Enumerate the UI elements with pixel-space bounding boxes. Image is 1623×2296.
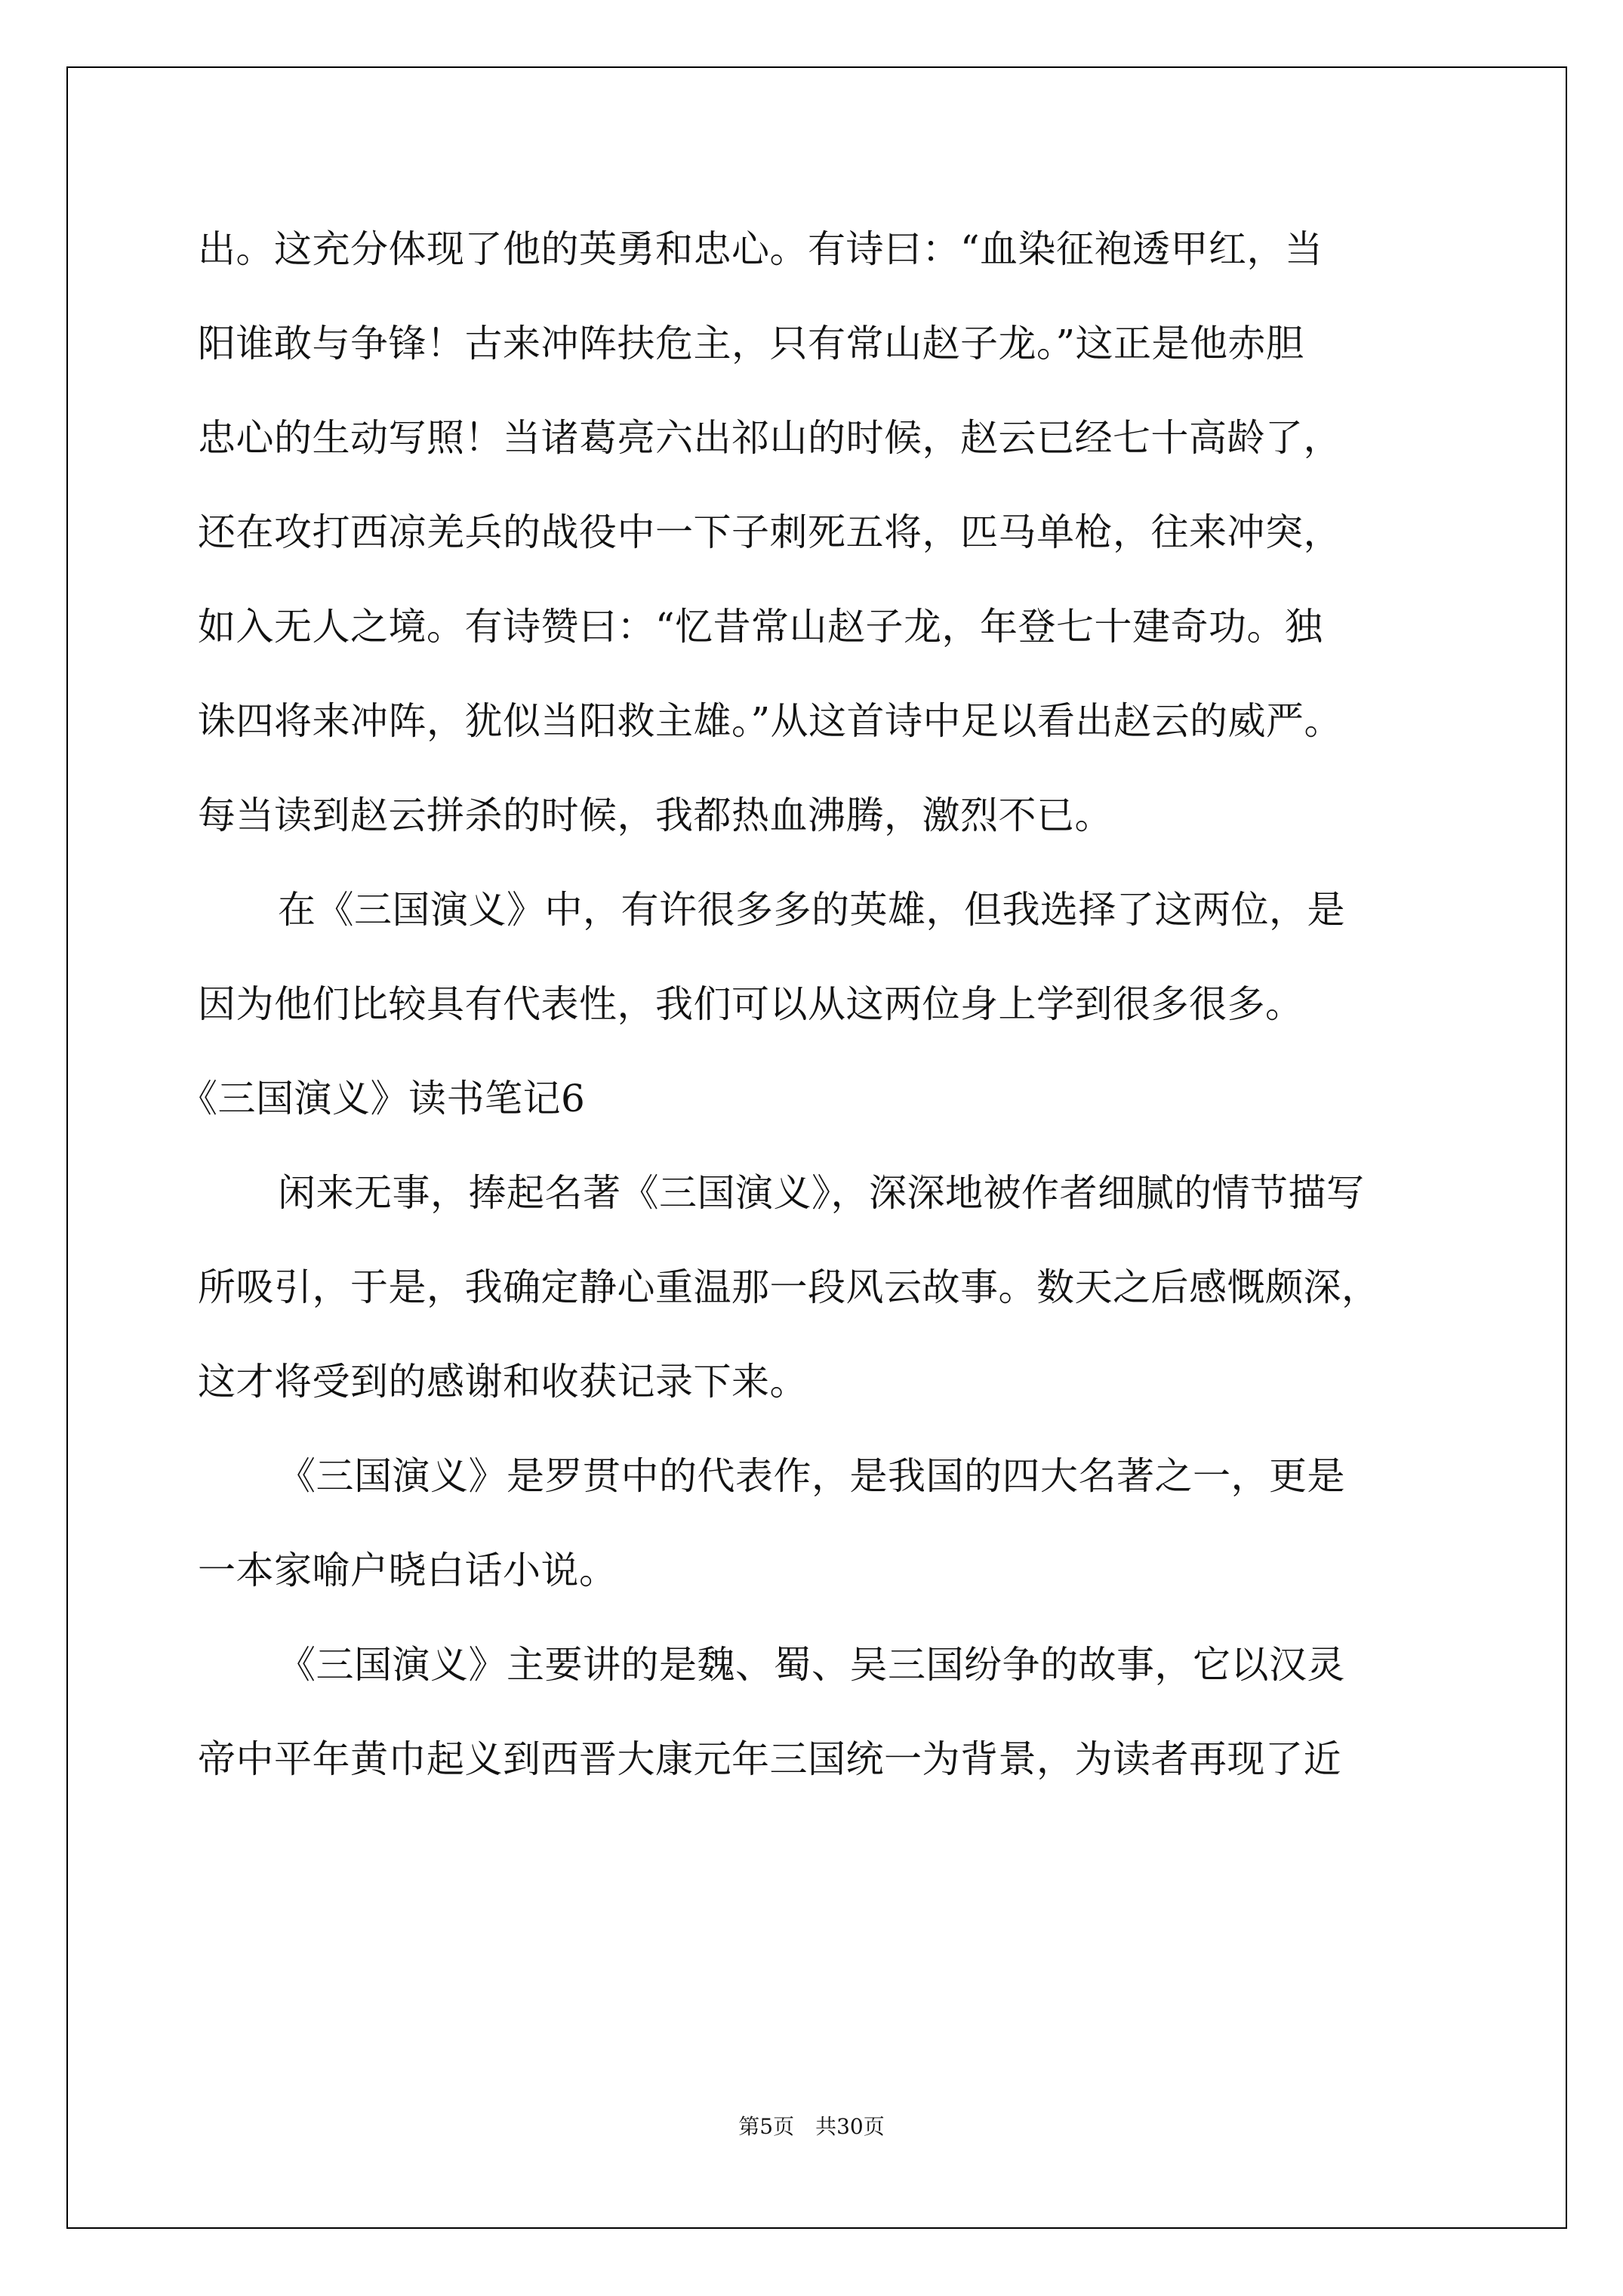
text-line: 在《三国演义》中，有许很多多的英雄，但我选择了这两位，是 <box>278 888 1345 932</box>
text-line: 如入无人之境。有诗赞曰：“忆昔常山赵子龙，年登七十建奇功。独 <box>198 605 1323 649</box>
text-line: 每当读到赵云拼杀的时候，我都热血沸腾，激烈不已。 <box>198 794 1113 837</box>
page-number: 第5页 共30页 <box>738 2114 885 2139</box>
text-line: 这才将受到的感谢和收获记录下来。 <box>198 1360 808 1404</box>
text-line: 阳谁敢与争锋！古来冲阵扶危主，只有常山赵子龙。”这正是他赤胆 <box>198 322 1304 365</box>
text-line: 诛四将来冲阵，犹似当阳救主雄。”从这首诗中足以看出赵云的威严。 <box>198 699 1343 743</box>
text-line: 《三国演义》是罗贯中的代表作，是我国的四大名著之一，更是 <box>278 1454 1345 1498</box>
text-line: 帝中平年黄巾起义到西晋大康元年三国统一为背景，为读者再现了近 <box>198 1737 1341 1781</box>
text-line: 出。这充分体现了他的英勇和忠心。有诗曰：“血染征袍透甲红，当 <box>198 227 1323 271</box>
text-line: 一本家喻户晓白话小说。 <box>198 1549 617 1592</box>
page-border <box>66 66 1567 2229</box>
text-line: 《三国演义》主要讲的是魏、蜀、吴三国纷争的故事，它以汉灵 <box>278 1643 1345 1687</box>
text-line: 所吸引，于是，我确定静心重温那一段风云故事。数天之后感慨颇深， <box>198 1265 1380 1309</box>
text-line: 因为他们比较具有代表性，我们可以从这两位身上学到很多很多。 <box>198 982 1304 1026</box>
section-heading: 《三国演义》读书笔记6 <box>180 1077 586 1120</box>
text-line: 闲来无事，捧起名著《三国演义》，深深地被作者细腻的情节描写 <box>278 1171 1365 1215</box>
text-line: 还在攻打西凉羌兵的战役中一下子刺死五将，匹马单枪，往来冲突， <box>198 510 1341 554</box>
text-line: 忠心的生动写照！当诸葛亮六出祁山的时候，赵云已经七十高龄了， <box>198 416 1341 460</box>
